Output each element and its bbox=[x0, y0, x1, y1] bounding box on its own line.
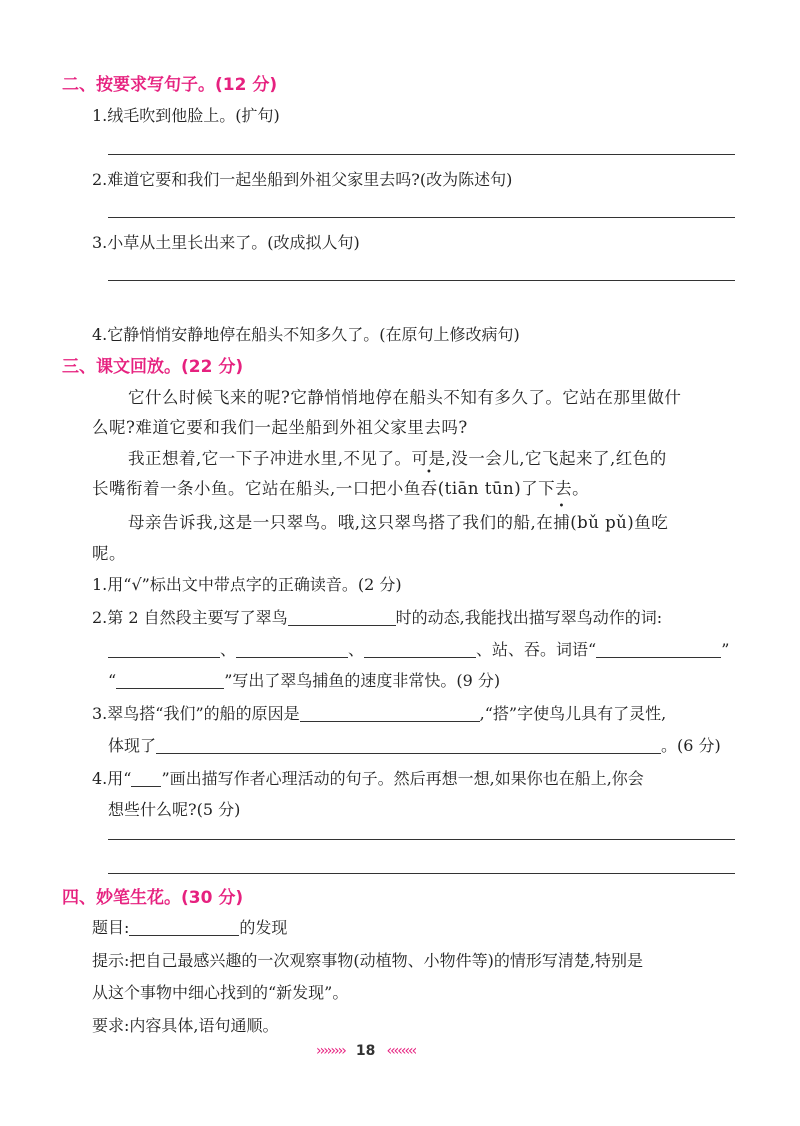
section-4-title: 四、妙笔生花。(30 分) bbox=[62, 888, 244, 908]
page-footer bbox=[316, 1040, 415, 1059]
essay-hint: 提示:把自己最感兴趣的一次观察事物(动植物、小物件等)的情形写清楚,特别是 bbox=[92, 951, 643, 970]
section-2-title: 二、按要求写句子。(12 分) bbox=[62, 75, 278, 95]
blank[interactable] bbox=[364, 641, 476, 658]
topic-label: 题目: bbox=[92, 918, 130, 937]
passage-line: 么呢?难道它要和我们一起坐船到外祖父家里去吗? bbox=[92, 418, 468, 437]
section-3-title: 三、课文回放。(22 分) bbox=[62, 357, 244, 377]
blank[interactable] bbox=[116, 672, 224, 689]
blank[interactable] bbox=[156, 737, 661, 754]
question-3-4-cont: 想些什么呢?(5 分) bbox=[108, 800, 241, 819]
passage-line: 呢。 bbox=[92, 544, 126, 563]
question-3-2-cont bbox=[108, 637, 729, 660]
blank[interactable] bbox=[236, 641, 348, 658]
question-3-1: 1.用“√”标出文中带点字的正确读音。(2 分) bbox=[92, 575, 402, 594]
blank[interactable] bbox=[596, 641, 721, 658]
dotted-character: 捕 bbox=[553, 513, 571, 532]
question-2-4: 4.它静悄悄安静地停在船头不知多久了。(在原句上修改病句) bbox=[92, 325, 520, 344]
question-text: 2.第 2 自然段主要写了翠鸟 bbox=[92, 608, 288, 627]
question-text: ” bbox=[721, 640, 730, 659]
pinyin-options[interactable]: (tiān tūn)了下去。 bbox=[437, 479, 590, 498]
page-number: 18 bbox=[355, 1043, 376, 1059]
arrows-left-icon: ‹‹‹‹‹‹‹‹ bbox=[386, 1043, 416, 1059]
question-text: 。(6 分) bbox=[661, 736, 721, 755]
separator: 、 bbox=[220, 640, 237, 659]
question-text: 3.翠鸟搭“我们”的船的原因是 bbox=[92, 704, 300, 723]
question-text: “ bbox=[108, 671, 117, 690]
question-3-3 bbox=[92, 701, 666, 724]
separator: 、 bbox=[348, 640, 365, 659]
question-3-2-cont bbox=[108, 668, 500, 691]
blank[interactable] bbox=[129, 919, 239, 936]
question-text: 4.用“ bbox=[92, 769, 132, 788]
topic-text: 的发现 bbox=[239, 918, 288, 937]
essay-topic bbox=[92, 915, 287, 938]
question-2-2: 2.难道它要和我们一起坐船到外祖父家里去吗?(改为陈述句) bbox=[92, 170, 513, 189]
question-text: 体现了 bbox=[108, 736, 157, 755]
question-2-1: 1.绒毛吹到他脸上。(扩句) bbox=[92, 106, 280, 125]
blank[interactable] bbox=[300, 705, 480, 722]
answer-line-2-3[interactable] bbox=[108, 280, 735, 281]
answer-line-2-1[interactable] bbox=[108, 154, 735, 155]
passage-line bbox=[128, 509, 668, 533]
dotted-character: 吞 bbox=[420, 479, 438, 498]
passage-text: 母亲告诉我,这是一只翠鸟。哦,这只翠鸟搭了我们的船,在 bbox=[128, 513, 554, 532]
pinyin-options[interactable]: (bǔ pǔ)鱼吃 bbox=[570, 513, 669, 532]
question-3-3-cont bbox=[108, 733, 721, 756]
essay-hint-cont: 从这个事物中细心找到的“新发现”。 bbox=[92, 983, 349, 1002]
essay-requirement: 要求:内容具体,语句通顺。 bbox=[92, 1016, 279, 1035]
question-2-3: 3.小草从土里长出来了。(改成拟人句) bbox=[92, 233, 360, 252]
question-text: 、站、吞。词语“ bbox=[476, 640, 597, 659]
passage-line: 我正想着,它一下子冲进水里,不见了。可是,没一会儿,它飞起来了,红色的 bbox=[128, 449, 667, 468]
answer-line-2-2[interactable] bbox=[108, 217, 735, 218]
arrows-right-icon: ›››››››› bbox=[316, 1043, 345, 1059]
blank[interactable] bbox=[288, 609, 396, 626]
blank[interactable] bbox=[108, 641, 220, 658]
question-3-4 bbox=[92, 766, 644, 789]
question-3-2 bbox=[92, 605, 662, 628]
passage-text: 长嘴衔着一条小鱼。它站在船头,一口把小鱼 bbox=[92, 479, 421, 498]
answer-line-3-4[interactable] bbox=[108, 873, 735, 874]
passage-line: 它什么时候飞来的呢?它静悄悄地停在船头不知有多久了。它站在那里做什 bbox=[128, 388, 682, 407]
passage-line bbox=[92, 475, 589, 499]
question-text: 时的动态,我能找出描写翠鸟动作的词: bbox=[395, 608, 663, 627]
underline-sample bbox=[131, 770, 161, 787]
question-text: ”画出描写作者心理活动的句子。然后再想一想,如果你也在船上,你会 bbox=[161, 769, 644, 788]
question-text: ,“搭”字使鸟儿具有了灵性, bbox=[479, 704, 667, 723]
answer-line-3-4[interactable] bbox=[108, 839, 735, 840]
question-text: ”写出了翠鸟捕鱼的速度非常快。(9 分) bbox=[224, 671, 501, 690]
